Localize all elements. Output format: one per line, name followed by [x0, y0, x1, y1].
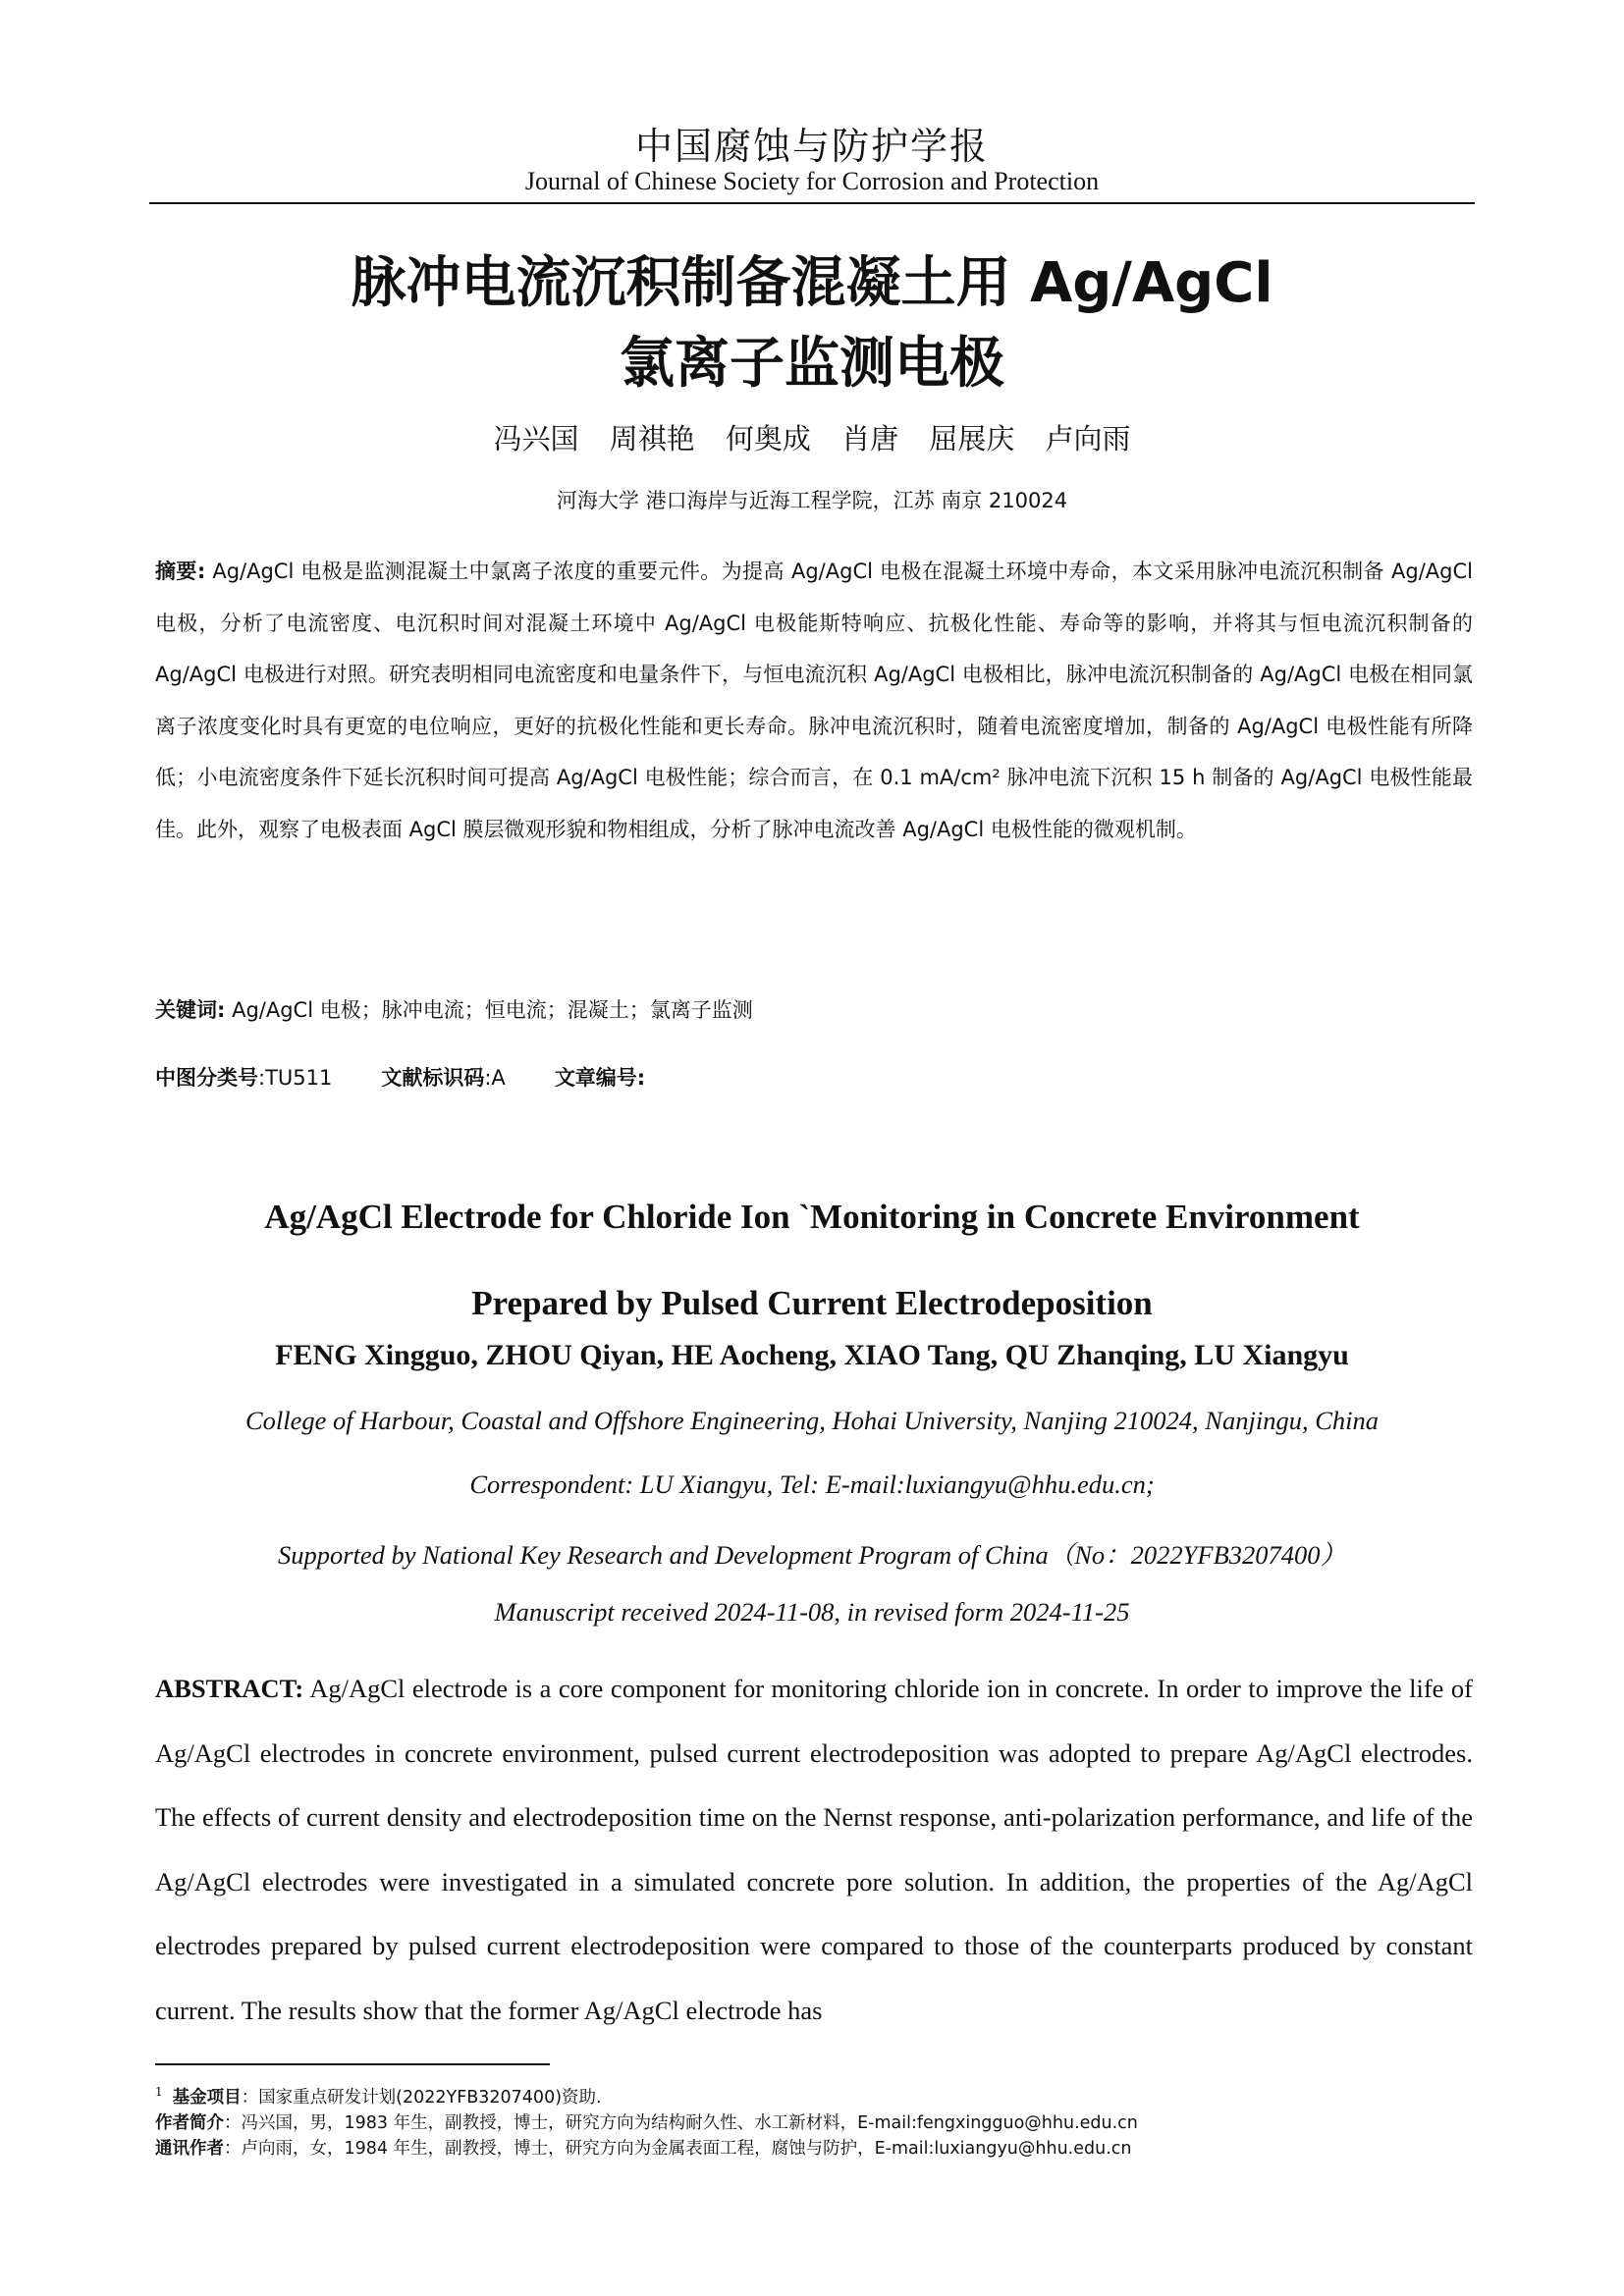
footnote-corresponding	[155, 2136, 1473, 2162]
received-date-en: Manuscript received 2024-11-08, in revised form 2024-11-25	[494, 1597, 1130, 1627]
doc-code-label: 文献标识码	[381, 1066, 485, 1090]
abstract-en-text: Ag/AgCl electrode is a core component for monitoring chloride ion in concrete. In order to improve the life of Ag/AgCl electrodes in concrete environment, pulsed current electrodeposition was adopted to prepare Ag/AgCl electrodes. The effects of current density and electrodeposition time on the Nernst response, anti-polarization performance, and life of the Ag/AgCl electrodes were investigated in a simulated concrete pore solution. In addition, the properties of the Ag/AgCl electrodes prepared by pulsed current electrodeposition were compared to those of the counterparts produced by constant current. The results show that the former Ag/AgCl electrode has	[155, 1674, 1473, 2025]
footnote-author-bio	[155, 2110, 1473, 2136]
abstract-cn	[155, 546, 1473, 855]
affiliation-cn: 河海大学 港口海岸与近海工程学院，江苏 南京 210024	[556, 489, 1068, 512]
clc-label: 中图分类号	[155, 1066, 258, 1090]
keywords-cn-label: 关键词:	[155, 998, 226, 1022]
footnote-marker: 1	[155, 2085, 163, 2099]
footnote-corr-label: 通讯作者	[155, 2138, 224, 2159]
footnote-bio-label: 作者简介	[155, 2112, 224, 2133]
footnote-divider	[155, 2063, 550, 2065]
article-no-label: 文章编号:	[554, 1066, 646, 1090]
title-cn-line1: 脉冲电流沉积制备混凝土用 Ag/AgCl	[351, 251, 1273, 315]
classification-line	[155, 1062, 645, 1092]
authors-cn: 冯兴国 周祺艳 何奥成 肖唐 屈展庆 卢向雨	[493, 422, 1131, 455]
footnote-fund-label: 基金项目	[172, 2087, 242, 2108]
funding-en: Supported by National Key Research and Development Program of China（No：2022YFB3207400）	[277, 1540, 1347, 1570]
keywords-cn	[155, 994, 1473, 1024]
abstract-en	[155, 1657, 1473, 2043]
journal-name-en: Journal of Chinese Society for Corrosion and Protection	[524, 167, 1100, 195]
title-en-line1: Ag/AgCl Electrode for Chloride Ion `Monitoring in Concrete Environment	[264, 1198, 1360, 1236]
footnote-funding	[155, 2079, 1473, 2110]
correspondent-en: Correspondent: LU Xiangyu, Tel: E-mail:luxiangyu@hhu.edu.cn;	[469, 1469, 1155, 1499]
footnotes	[155, 2079, 1473, 2162]
abstract-cn-text: Ag/AgCl 电极是监测混凝土中氯离子浓度的重要元件。为提高 Ag/AgCl 电极在混凝土环境中寿命，本文采用脉冲电流沉积制备 Ag/AgCl 电极，分析了电流密度、电沉积时间对混凝土环境中 Ag/AgCl 电极能斯特响应、抗极化性能、寿命等的影响，并将其与恒电流沉积制备的 Ag/AgCl 电极进行对照。研究表明相同电流密度和电量条件下，与恒电流沉积 Ag/AgCl 电极相比，脉冲电流沉积制备的 Ag/AgCl 电极在相同氯离子浓度变化时具有更宽的电位响应，更好的抗极化性能和更长寿命。脉冲电流沉积时，随着电流密度增加，制备的 Ag/AgCl 电极性能有所降低；小电流密度条件下延长沉积时间可提高 Ag/AgCl 电极性能；综合而言，在 0.1 mA/cm² 脉冲电流下沉积 15 h 制备的 Ag/AgCl 电极性能最佳。此外，观察了电极表面 AgCl 膜层微观形貌和物相组成，分析了脉冲电流改善 Ag/AgCl 电极性能的微观机制。	[155, 560, 1474, 841]
keywords-cn-text: Ag/AgCl 电极；脉冲电流；恒电流；混凝土；氯离子监测	[225, 998, 753, 1022]
authors-en: FENG Xingguo, ZHOU Qiyan, HE Aocheng, XIAO Tang, QU Zhanqing, LU Xiangyu	[275, 1339, 1349, 1371]
doc-code-value: :A	[484, 1066, 506, 1090]
journal-name-cn: 中国腐蚀与防护学报	[634, 125, 989, 168]
footnote-bio-text: ：冯兴国，男，1983 年生，副教授，博士，研究方向为结构耐久性、水工新材料，E-mail:fengxingguo@hhu.edu.cn	[224, 2112, 1138, 2133]
title-en	[0, 1174, 1624, 1347]
title-cn	[0, 243, 1624, 404]
title-cn-line2: 氯离子监测电极	[620, 332, 1004, 396]
abstract-en-label: ABSTRACT:	[155, 1674, 304, 1703]
header-divider	[149, 202, 1475, 204]
title-en-line2: Prepared by Pulsed Current Electrodeposition	[471, 1284, 1153, 1322]
footnote-fund-text: ：国家重点研发计划(2022YFB3207400)资助.	[241, 2087, 602, 2108]
abstract-cn-label: 摘要:	[155, 560, 206, 583]
affiliation-en: College of Harbour, Coastal and Offshore Engineering, Hohai University, Nanjing 210024, Nanjingu, China	[245, 1406, 1379, 1435]
footnote-corr-text: ：卢向雨，女，1984 年生，副教授，博士，研究方向为金属表面工程，腐蚀与防护，E-mail:luxiangyu@hhu.edu.cn	[224, 2138, 1132, 2159]
clc-value: :TU511	[258, 1066, 333, 1090]
